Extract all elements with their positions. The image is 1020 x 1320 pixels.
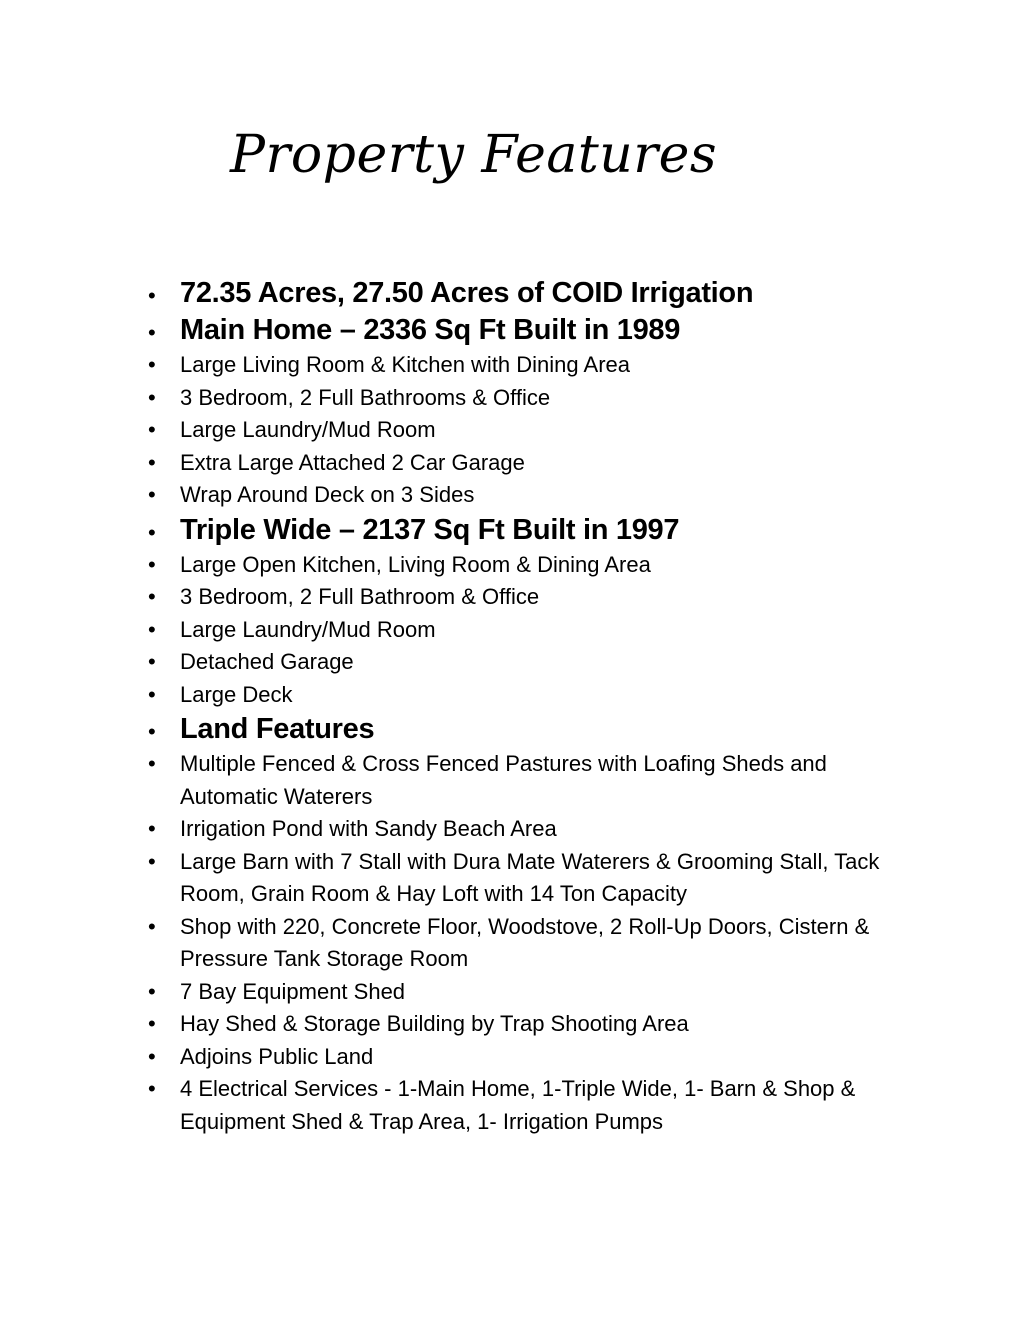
bullet-icon: • bbox=[148, 848, 156, 874]
feature-item bbox=[148, 1041, 908, 1074]
bullet-icon: • bbox=[148, 719, 156, 744]
feature-item bbox=[148, 382, 908, 415]
feature-text: Irrigation Pond with Sandy Beach Area bbox=[180, 816, 557, 841]
page-title: Property Features bbox=[230, 125, 718, 185]
feature-text: Multiple Fenced & Cross Fenced Pastures with Loafing Sheds and Automatic Waterers bbox=[180, 751, 827, 809]
bullet-icon: • bbox=[148, 649, 156, 674]
feature-text: Main Home – 2336 Sq Ft Built in 1989 bbox=[180, 314, 681, 346]
bullet-icon: • bbox=[148, 978, 156, 1004]
feature-list bbox=[148, 275, 908, 1138]
bullet-icon: • bbox=[148, 681, 156, 707]
feature-text: 3 Bedroom, 2 Full Bathrooms & Office bbox=[180, 384, 551, 410]
bullet-icon: • bbox=[148, 352, 156, 377]
bullet-icon: • bbox=[148, 449, 156, 475]
feature-item bbox=[148, 646, 908, 679]
feature-item bbox=[148, 447, 908, 480]
feature-text: Large Laundry/Mud Room bbox=[180, 616, 436, 642]
feature-item bbox=[148, 748, 908, 813]
bullet-icon: • bbox=[148, 283, 156, 308]
feature-heading bbox=[148, 275, 908, 312]
feature-item bbox=[148, 1008, 908, 1041]
bullet-icon: • bbox=[148, 751, 156, 776]
feature-text: 3 Bedroom, 2 Full Bathroom & Office bbox=[180, 584, 540, 609]
feature-text: Shop with 220, Concrete Floor, Woodstove, 2 Roll-Up Doors, Cistern & Pressure Tank Storage Room bbox=[180, 913, 870, 971]
feature-text: 4 Electrical Services - 1-Main Home, 1-Triple Wide, 1- Barn & Shop & Equipment Shed & Trap Area, 1- Irrigation Pumps bbox=[180, 1076, 856, 1134]
feature-text: Wrap Around Deck on 3 Sides bbox=[180, 482, 475, 507]
feature-item bbox=[148, 976, 908, 1009]
feature-text: Extra Large Attached 2 Car Garage bbox=[180, 449, 525, 475]
feature-text: Large Laundry/Mud Room bbox=[180, 417, 436, 442]
feature-item bbox=[148, 349, 908, 382]
feature-item bbox=[148, 614, 908, 647]
feature-text: Land Features bbox=[180, 713, 375, 745]
feature-text: 7 Bay Equipment Shed bbox=[180, 978, 406, 1004]
feature-text: Large Open Kitchen, Living Room & Dining Area bbox=[180, 551, 651, 577]
feature-text: Large Barn with 7 Stall with Dura Mate Waterers & Grooming Stall, Tack Room, Grain Room & Hay Loft with 14 Ton Capacity bbox=[180, 848, 880, 906]
bullet-icon: • bbox=[148, 417, 156, 442]
feature-text: Hay Shed & Storage Building by Trap Shooting Area bbox=[180, 1011, 689, 1036]
bullet-icon: • bbox=[148, 551, 156, 577]
feature-heading bbox=[148, 312, 908, 349]
bullet-icon: • bbox=[148, 1011, 156, 1036]
bullet-icon: • bbox=[148, 913, 156, 939]
bullet-icon: • bbox=[148, 616, 156, 642]
feature-item bbox=[148, 1073, 908, 1138]
feature-item bbox=[148, 679, 908, 712]
feature-item bbox=[148, 846, 908, 911]
feature-text: Adjoins Public Land bbox=[180, 1043, 374, 1069]
feature-item bbox=[148, 414, 908, 447]
bullet-icon: • bbox=[148, 816, 156, 841]
feature-item bbox=[148, 479, 908, 512]
feature-text: Large Living Room & Kitchen with Dining Area bbox=[180, 352, 631, 377]
bullet-icon: • bbox=[148, 584, 156, 609]
bullet-icon: • bbox=[148, 482, 156, 507]
feature-text: Detached Garage bbox=[180, 649, 354, 674]
feature-text: Large Deck bbox=[180, 681, 293, 707]
bullet-icon: • bbox=[148, 1076, 156, 1101]
bullet-icon: • bbox=[148, 519, 156, 545]
feature-text: Triple Wide – 2137 Sq Ft Built in 1997 bbox=[180, 513, 680, 546]
bullet-icon: • bbox=[148, 1043, 156, 1069]
feature-text: 72.35 Acres, 27.50 Acres of COID Irrigation bbox=[180, 277, 754, 309]
feature-item bbox=[148, 549, 908, 582]
bullet-icon: • bbox=[148, 320, 156, 345]
bullet-icon: • bbox=[148, 384, 156, 410]
feature-item bbox=[148, 581, 908, 614]
feature-heading bbox=[148, 711, 908, 748]
feature-item bbox=[148, 911, 908, 976]
feature-item bbox=[148, 813, 908, 846]
feature-heading bbox=[148, 512, 908, 549]
